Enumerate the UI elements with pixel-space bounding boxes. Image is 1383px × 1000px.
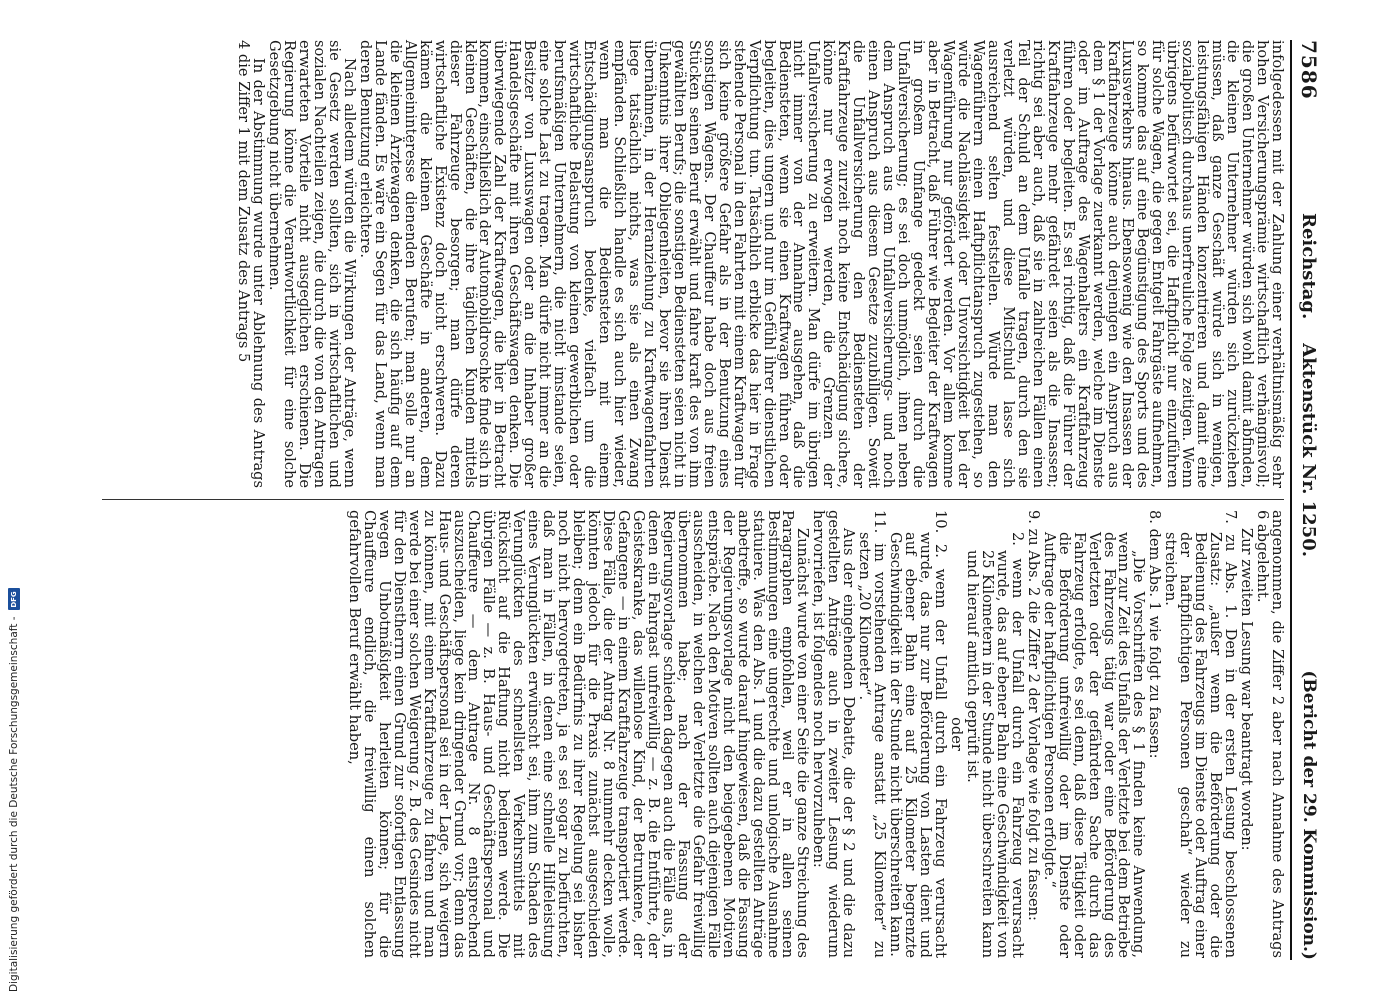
paragraph: Aus der eingehenden Debatte, die der § 2 und die dazu gestellten Anträge auch in zweiter Lesung wiederum hervorriefen, ist folgendes noch hervorzuheben: xyxy=(809,510,857,958)
right-column xyxy=(102,510,1284,958)
header-title xyxy=(1298,213,1319,557)
motion-item: 8. dem Abs. 1 wie folgt zu fassen: xyxy=(1145,510,1163,759)
section-intro: Zur zweiten Lesung war beantragt worden: xyxy=(1237,528,1255,851)
column-divider xyxy=(102,499,1284,500)
document-page xyxy=(102,40,1322,960)
document-number: Aktenstück Nr. 1250. xyxy=(1298,343,1319,557)
report-title: (Bericht der 29. Kommission.) xyxy=(1298,670,1319,960)
motion-item: 7. zu Abs. 1. Den in der ersten Lesung beschlossenen Zusatz: „außer wenn die Beförderung oder die Bedienung des Fahrzeugs im Dienste oder Auftrag einer der haftpflichtigen Personen geschah“ wieder zu streichen. xyxy=(1161,510,1239,958)
page-header xyxy=(1296,40,1322,960)
footer-text: Digitalisierung gefördert durch die Deutsche Forschungsgemeinschaft - xyxy=(8,616,20,992)
motion-quote: „Die Vorschriften des § 1 finden keine Anwendung, wenn zur Zeit des Unfalls der Verletzte bei dem Betriebe des Fahrzeugs tätig war oder eine Beförderung des Verletzten oder der gefährdeten Sache durch das Fahrzeug erfolgte, es sei denn, daß diese Tätigkeit oder die Beförderung unfreiwillig oder im Dienste oder Auftrage der haftpflichtigen Personen erfolgte.“ xyxy=(1040,532,1147,958)
motion-item: 9. zu Abs. 2 die Ziffer 2 der Vorlage wie folgt zu fassen: xyxy=(1024,510,1042,921)
motion-item: 10. 2. wenn der Unfall durch ein Fahrzeug verursacht wurde, das nur zur Beförderung von Lasten dient und auf ebener Bahn eine auf 25 Kilometer begrenzte Geschwindigkeit in der Stunde nicht überschreiten kann. xyxy=(886,510,949,959)
paragraph: In der Abstimmung wurde unter Ablehnung des Antrags 4 die Ziffer 1 mit dem Zusatz des Antrags 5 xyxy=(234,40,267,488)
digitization-footer xyxy=(0,0,24,1000)
motion-subitem: 2. wenn der Unfall durch ein Fahrzeug verursacht wurde, das auf ebener Bahn eine Geschwindigkeit von 25 Kilometern in der Stunde nicht überschreiten kann und hierauf amtlich geprüft ist. xyxy=(963,532,1026,958)
dfg-logo-icon: DFG xyxy=(8,588,20,610)
left-column xyxy=(102,40,1284,488)
paragraph: infolgedessen mit der Zahlung einer verhältnismäßig sehr hohen Versicherungsprämie wirtschaftlich verhängnisvoll; die großen Unternehmer würden sich wohl damit abfinden, die kleinen Unternehmer würden sich zurückziehen müssen, daß ganze Geschäft würde sich in wenigen, leistungsfähigen Händen konzentrieren und damit eine sozialpolitisch durchaus unerfreuliche Folge zeitigen. Wenn übrigens befürwortet sei, die Haftpflicht nur einzuführen für solche Wagen, die gegen Entgelt Fahrgäste aufnehmen, so komme das auf eine Begünstigung des Sports und des Luxusverkehrs hinaus. Ebensowenig wie den Insassen der Kraftfahrzeuge könne auch denjenigen ein Anspruch aus dem § 1 der Vorlage zuerkannt werden, welche im Dienste oder im Auftrage des Wagenhalters ein Kraftfahrzeug führen oder begleiten. Es sei richtig, daß die Führer der Kraftfahrzeuge mehr gefährdet seien als die Insassen; richtig sei aber auch, daß sie in zahlreichen Fällen einen Teil der Schuld an dem Unfalle tragen, durch den sie verletzt würden, und diese Mitschuld lasse sich ausreichend selten feststellen. Würde man den Wagenführern einen Haftpflichtanspruch zugestehen, so würde die Nachlässigkeit oder Unvorsichtigkeit bei der Wagenführung nur gefördert werden. Vor allem komme aber in Betracht, daß Führer wie Begleiter der Kraftwagen in großem Umfange gedeckt seien durch die Unfallversicherung; es sei doch unmöglich, ihnen neben dem Anspruch aus dem Unfallversicherungs- und noch einen Anspruch aus diesem Gesetze zuzubilligen. Soweit die Unfallversicherung den Bediensteten der Kraftfahrzeuge zurzeit noch keine Entschädigung sichere, könne nur erwogen werden, die Grenzen der Unfallversicherung zu erweitern. Man dürfe im übrigen nicht immer von der Annahme ausgehen, daß die Bediensteten, wenn sie einen Kraftwagen führen oder begleiten, dies ungern und nur im Gefühl ihrer dienstlichen Verpflichtung tun. Tatsächlich erblicke das hier in Frage stehende Personal in den Fahrten mit einem Kraftwagen für sich keine größere Gefahr als in der Benutzung eines sonstigen Wagens. Der Chauffeur habe doch aus freien Stücken seinen Beruf erwählt und fahre kraft des von ihm gewählten Berufs; die sonstigen Bediensteten seien nicht in Unkenntnis ihrer Obliegenheiten, bevor sie ihren Dienst übernähmen, in der Heranziehung zu Kraftwagenfahrten liege tatsächlich nichts, was sie als einen Zwang empfänden. Schließlich handle es sich auch hier wieder, wenn man die Bediensteten mit einem Entschädigungsanspruch bedenke, vielfach um die wirtschaftliche Belastung von kleinen gewerblichen oder berufsmäßigen Unternehmern, die nicht imstande seien, eine solche Last zu tragen. Man dürfe nicht immer an die Besitzer von Luxuswagen oder an die Inhaber großer Handelsgeschäfte mit ihren Geschäftswagen denken. Die überwiegende Zahl der Kraftwagen, die hier in Betracht kommen, einschließlich der Automobildroschke finde sich in kleinen Geschäften, die ihre täglichen Kunden mittels dieser Fahrzeuge besorgen; man dürfe deren wirtschaftliche Existenz doch nicht erschweren. Dazu kämen die kleinen Geschäfte in anderen, dem Allgemeininteresse dienenden Berufen; man solle nur an die kleinen Ärztewagen denken, die sich häufig auf dem Lande fänden. Es wäre ein Segen für das Land, wenn man deren Benutzung erleichtere. xyxy=(356,40,1286,488)
page-number: 7586 xyxy=(1296,40,1321,100)
paragraph: Zunächst wurde von einer Seite die ganze Streichung des Paragraphen empfohlen, weil er in allen seinen Bestimmungen eine ungerechte und unlogische Ausnahme statuiere. Was den Abs. 1 und die dazu gestellten Anträge anbetreffe, so wurde darauf hingewiesen, daß die Fassung der Regierungsvorlage nicht den beigegebenen Motiven entspräche. Nach den Motiven sollten auch diejenigen Fälle ausscheiden, in welchen der Verletzte die Gefahr freiwillig übernommen habe; nach der Fassung der Regierungsvorlage schieden dagegen auch die Fälle aus, in denen ein Fahrgast unfreiwillig — z. B. die Entführte, der Geisteskranke, das willenlose Kind, der Betrunkene, der Gefangene — in einem Kraftfahrzeuge transportiert werde. Diese Fälle, die der Antrag Nr. 8 nunmehr decken wolle, könnten jedoch für die Praxis zunächst ausgeschieden bleiben; denn ein Bedürfnis zu ihrer Regelung sei bisher noch nicht hervorgetreten, ja es sei sogar zu befürchten, daß man in Fällen, in denen eine schnelle Hilfeleistung eines Verunglückten erwünscht sei, ihm zum Schaden des Verunglückten des schnellsten Verkehrsmittels mit Rücksicht auf die Haftung nicht bedienen werde. Die übrigen Fälle — z. B. Haus- und Geschäftspersonal und Chauffeure — dem Antrage Nr. 8 entsprechend auszuscheiden, liege kein dringender Grund vor; denn das Haus- und Geschäftspersonal sei in der Lage, sich weigern zu können, mit einem Kraftfahrzeuge zu fahren und man werde bei einer solchen Weigerung z. B. des Gesindes nicht für den Dienstherrn einen Grund zur sofortigen Entlassung wegen Unbotmäßigkeit herleiten können; für die Chauffeure endlich, die freiwillig einen solchen gefahrvollen Beruf erwählt haben, xyxy=(345,510,811,958)
publication-title: Reichstag. xyxy=(1298,213,1319,320)
paragraph: angenommen, die Ziffer 2 aber nach Annahme des Antrags 6 abgelehnt. xyxy=(1253,510,1286,958)
header-rule xyxy=(1290,40,1292,960)
footer-content xyxy=(8,588,20,992)
motion-item: 11. im vorstehenden Antrage anstatt „25 Kilometer“ zu setzen „20 Kilometer“. xyxy=(855,510,888,959)
paragraph: Nach alledem würden die Wirkungen der Anträge, wenn sie Gesetz werden sollten, sich in wirtschaftlichen und sozialen Nachteilen zeigen, die durch die von den Antragen erwarteten Vorteile nicht ausgeglichen erschienen. Die Regierung könne die Verantwortlichkeit für eine solche Gesetzgebung nicht übernehmen. xyxy=(265,40,358,488)
motion-separator: oder xyxy=(947,717,965,751)
